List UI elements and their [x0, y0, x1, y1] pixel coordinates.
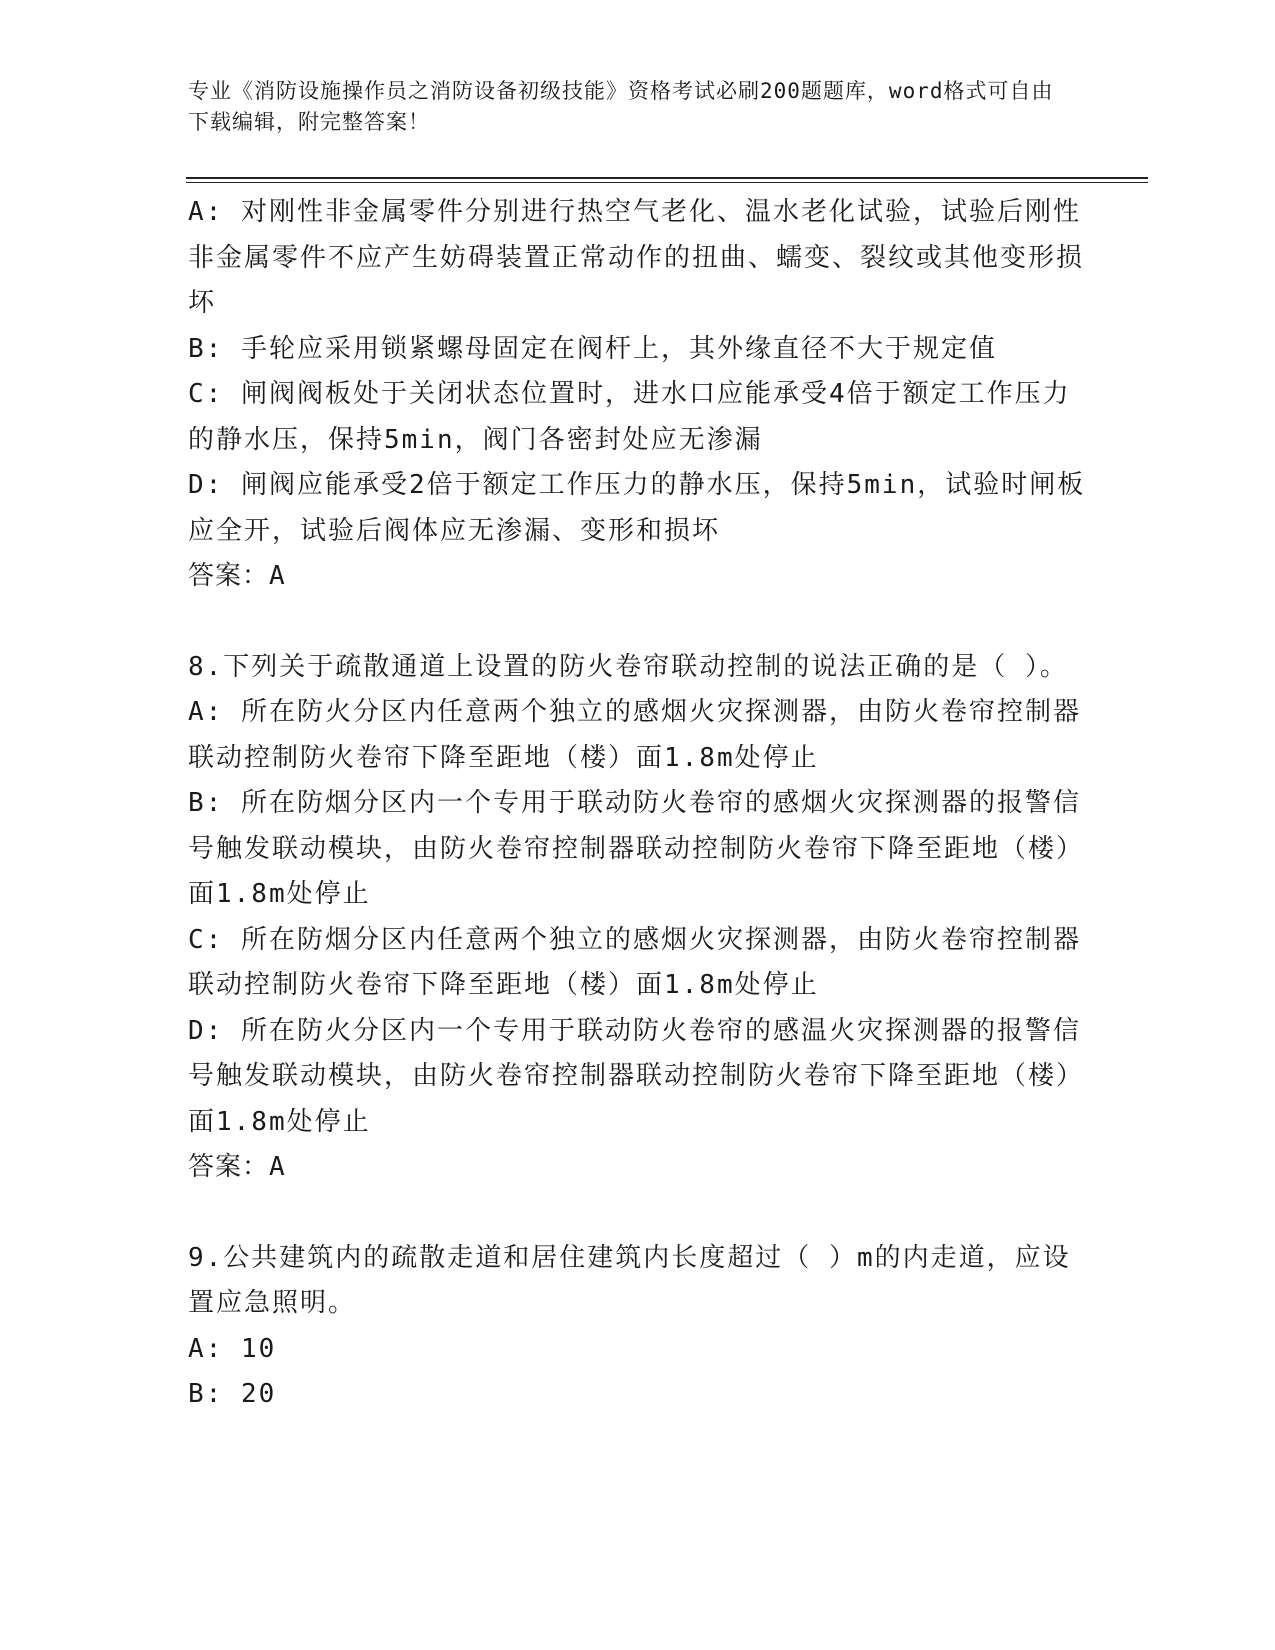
- option-b: B: 20: [188, 1379, 277, 1409]
- question-content: [188, 190, 1088, 1418]
- option-c: C: 所在防烟分区内任意两个独立的感烟火灾探测器，由防火卷帘控制器联动控制防火卷帘下降至距地（楼）面1.8m处停止: [188, 924, 1081, 1000]
- answer-label: 答案：A: [188, 561, 286, 591]
- header-rule-thin: [186, 182, 1148, 183]
- answer-label: 答案：A: [188, 1152, 286, 1182]
- option-d: D: 所在防火分区内一个专用于联动防火卷帘的感温火灾探测器的报警信号触发联动模块，由防火卷帘控制器联动控制防火卷帘下降至距地（楼）面1.8m处停止: [188, 1015, 1085, 1137]
- question-7: [188, 190, 1088, 600]
- option-b: B: 所在防烟分区内一个专用于联动防火卷帘的感烟火灾探测器的报警信号触发联动模块，由防火卷帘控制器联动控制防火卷帘下降至距地（楼）面1.8m处停止: [188, 788, 1085, 909]
- option-c: C: 闸阀阀板处于关闭状态位置时，进水口应能承受4倍于额定工作压力的静水压，保持5min，阀门各密封处应无渗漏: [188, 379, 1071, 455]
- header-rule-thick: [186, 177, 1148, 179]
- option-b: B: 手轮应采用锁紧螺母固定在阀杆上，其外缘直径不大于规定值: [188, 333, 997, 364]
- option-a: A: 10: [188, 1333, 277, 1364]
- option-d: D: 闸阀应能承受2倍于额定工作压力的静水压，保持5min，试验时闸板应全开，试验后阀体应无渗漏、变形和损坏: [188, 470, 1086, 546]
- option-a: A: 所在防火分区内任意两个独立的感烟火灾探测器，由防火卷帘控制器联动控制防火卷帘下降至距地（楼）面1.8m处停止: [188, 697, 1081, 773]
- spacer: [188, 600, 1088, 645]
- question-stem: 8.下列关于疏散通道上设置的防火卷帘联动控制的说法正确的是（ ）。: [188, 651, 1068, 682]
- question-8: [188, 645, 1088, 1191]
- document-header: 专业《消防设施操作员之消防设备初级技能》资格考试必刷200题题库，word格式可自由下载编辑，附完整答案！: [188, 79, 1054, 134]
- spacer: [188, 1191, 1088, 1236]
- question-9: [188, 1236, 1088, 1418]
- option-a: A: 对刚性非金属零件分别进行热空气老化、温水老化试验，试验后刚性非金属零件不应产生妨碍装置正常动作的扭曲、蠕变、裂纹或其他变形损坏: [188, 197, 1085, 318]
- question-stem: 9.公共建筑内的疏散走道和居住建筑内长度超过（ ）m的内走道，应设置应急照明。: [188, 1242, 1071, 1318]
